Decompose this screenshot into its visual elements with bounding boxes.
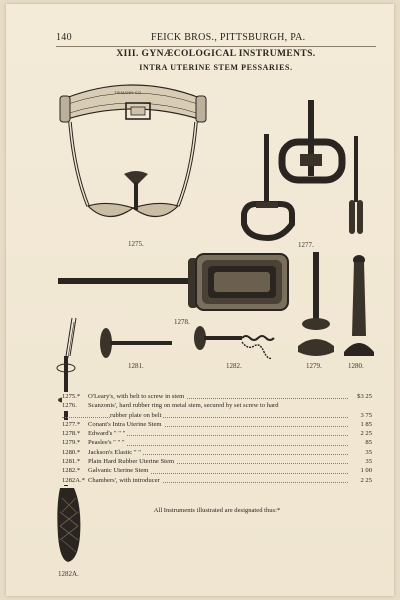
- figure-1278-edwards-stem: [58, 250, 298, 314]
- price: 2 25: [350, 476, 372, 485]
- list-item: 1277.* Conant's Intra Uterine Stem 1 85: [62, 420, 372, 428]
- list-item: 1276. Scanzonis', hard rubber ring on metal stem, secured by set screw to hard: [62, 402, 279, 410]
- page-header: [56, 32, 376, 46]
- footnote: All Instruments illustrated are designated thus:*: [153, 507, 281, 514]
- section-subtitle: INTRA UTERINE STEM PESSARIES.: [139, 63, 293, 72]
- figure-1275-belt-pessary: [48, 76, 218, 236]
- figure-label-1282: 1282.: [226, 362, 242, 370]
- list-item: 1282A.* Chambers', with introducer 2 25: [62, 476, 372, 484]
- price: 1 00: [350, 466, 372, 475]
- figure-1279-peaslee-stem: [294, 250, 338, 360]
- running-title: FEICK BROS., PITTSBURGH, PA.: [151, 32, 306, 43]
- list-item: 1280.* Jackson's Elastic " " 35: [62, 448, 372, 456]
- figure-label-1278: 1278.: [174, 318, 190, 326]
- list-item: 1278.* Edward's " " " 2 25: [62, 430, 372, 438]
- figure-label-1281: 1281.: [128, 362, 144, 370]
- price: 35: [350, 457, 372, 466]
- figure-1280-jackson-stem: [342, 254, 376, 360]
- figure-label-1279: 1279.: [306, 362, 322, 370]
- figure-1277-conant-stems: [234, 96, 374, 242]
- figure-label-1275: 1275.: [128, 240, 144, 248]
- price: 35: [350, 448, 372, 457]
- list-item: 1281.* Plain Hard Rubber Uterine Stem 35: [62, 458, 372, 466]
- figure-label-1280: 1280.: [348, 362, 364, 370]
- list-item: 1282.* Galvanic Uterine Stem 1 00: [62, 467, 372, 475]
- price: 3 75: [350, 411, 372, 420]
- figure-label-1277: 1277.: [298, 241, 314, 249]
- price: 85: [350, 438, 372, 447]
- figure-1281-rubber-stem: [98, 326, 178, 360]
- list-item: 1279.* Peaslee's " " " 85: [62, 439, 372, 447]
- figure-label-1282a: 1282A.: [58, 570, 79, 578]
- belt-maker-mark: TIEMANN-CO: [114, 90, 142, 95]
- catalog-page: [6, 4, 394, 596]
- price: $3 25: [350, 392, 372, 401]
- price-list: [62, 392, 372, 485]
- figure-1282-galvanic-stem: [192, 324, 276, 364]
- price: 1 85: [350, 420, 372, 429]
- list-item: rubber plate on belt 3 75: [62, 411, 372, 420]
- section-title: XIII. GYNÆCOLOGICAL INSTRUMENTS.: [116, 49, 316, 59]
- page-number: 140: [56, 32, 72, 43]
- header-rule: [56, 46, 376, 47]
- list-item: 1275.* O'Leary's, with belt to screw in stem $3 25: [62, 393, 372, 400]
- price: 2 25: [350, 429, 372, 438]
